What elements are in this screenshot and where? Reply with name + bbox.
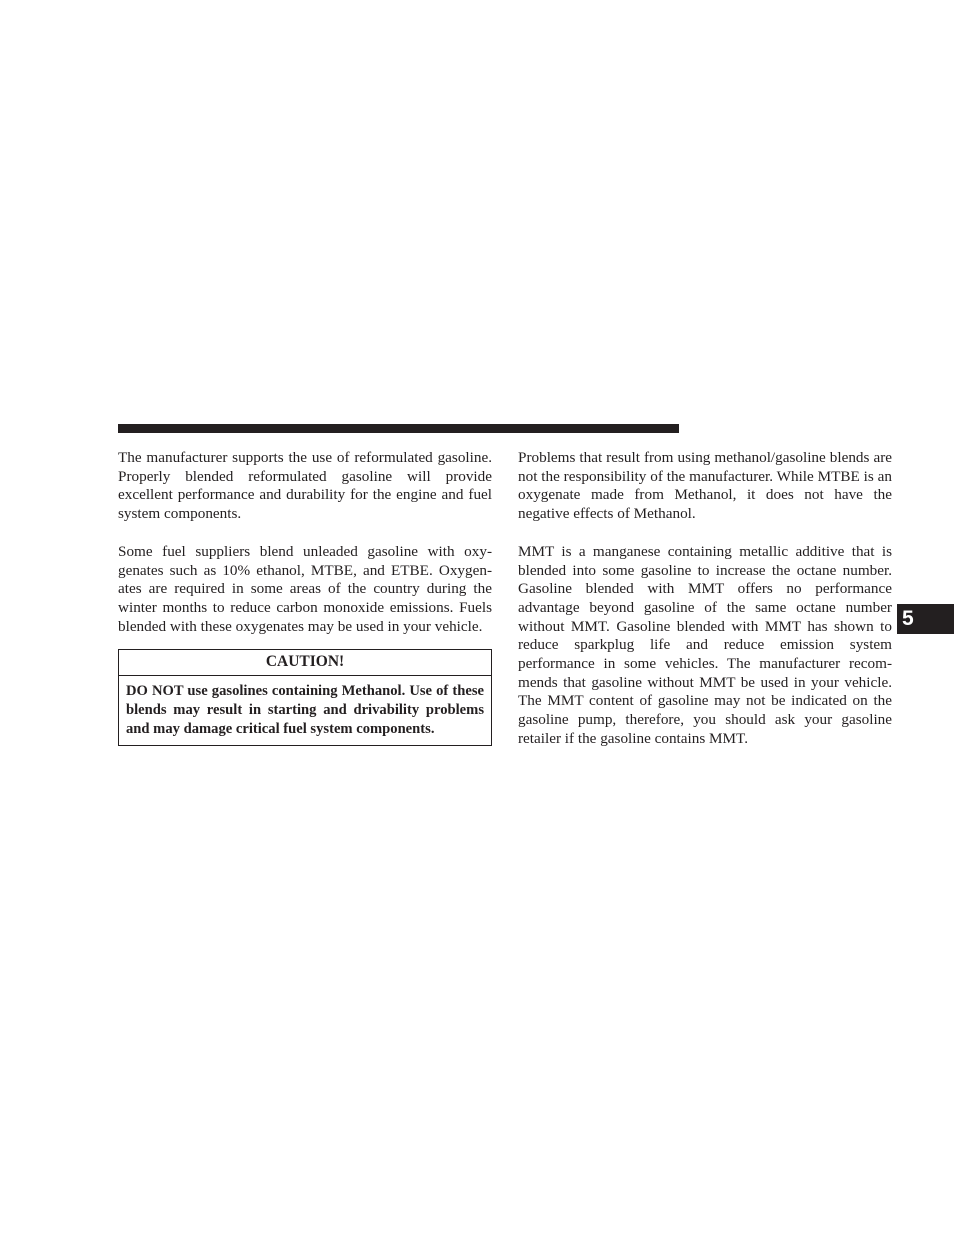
methanol-paragraph: Problems that result from using methanol/gasoline blends are not the responsibility of the manufacturer. While MTBE is an oxygenate made from Methanol, it does not have the negative effects of Methanol. xyxy=(518,449,892,523)
oxygenates-paragraph: Some fuel suppliers blend unleaded gasoline with oxygenates such as 10% ethanol, MTBE, and ETBE. Oxygenates are required in some areas of the country during the winter months to reduce carbon monoxide emissions. Fuels blended with these oxygenates may be used in your vehicle. xyxy=(118,542,492,635)
right-column xyxy=(518,449,892,749)
chapter-tab: 5 xyxy=(897,604,954,634)
caution-box xyxy=(118,649,492,746)
section-rule xyxy=(118,424,679,433)
mmt-paragraph: MMT is a manganese containing metallic additive that is blended into some gasoline to increase the octane number. Gasoline blended with MMT offers no performance advantage beyond gasoline of the same octane number without MMT. Gasoline blended with MMT has shown to reduce sparkplug life and reduce emission system performance in some vehicles. The manufacturer recommends that gasoline without MMT be used in your vehicle. The MMT content of gasoline may not be indicated on the gasoline pump, therefore, you should ask your gasoline retailer if the gasoline contains MMT. xyxy=(518,542,892,747)
caution-title: CAUTION! xyxy=(119,650,491,676)
left-column xyxy=(118,449,492,746)
reformulated-gasoline-paragraph: The manufacturer supports the use of reformulated gasoline. Properly blended reformulated gasoline will provide excellent performance and durability for the engine and fuel system components. xyxy=(118,449,492,523)
caution-text: DO NOT use gasolines containing Methanol. Use of these blends may result in starting and drivability problems and may damage critical fuel system components. xyxy=(126,683,484,737)
